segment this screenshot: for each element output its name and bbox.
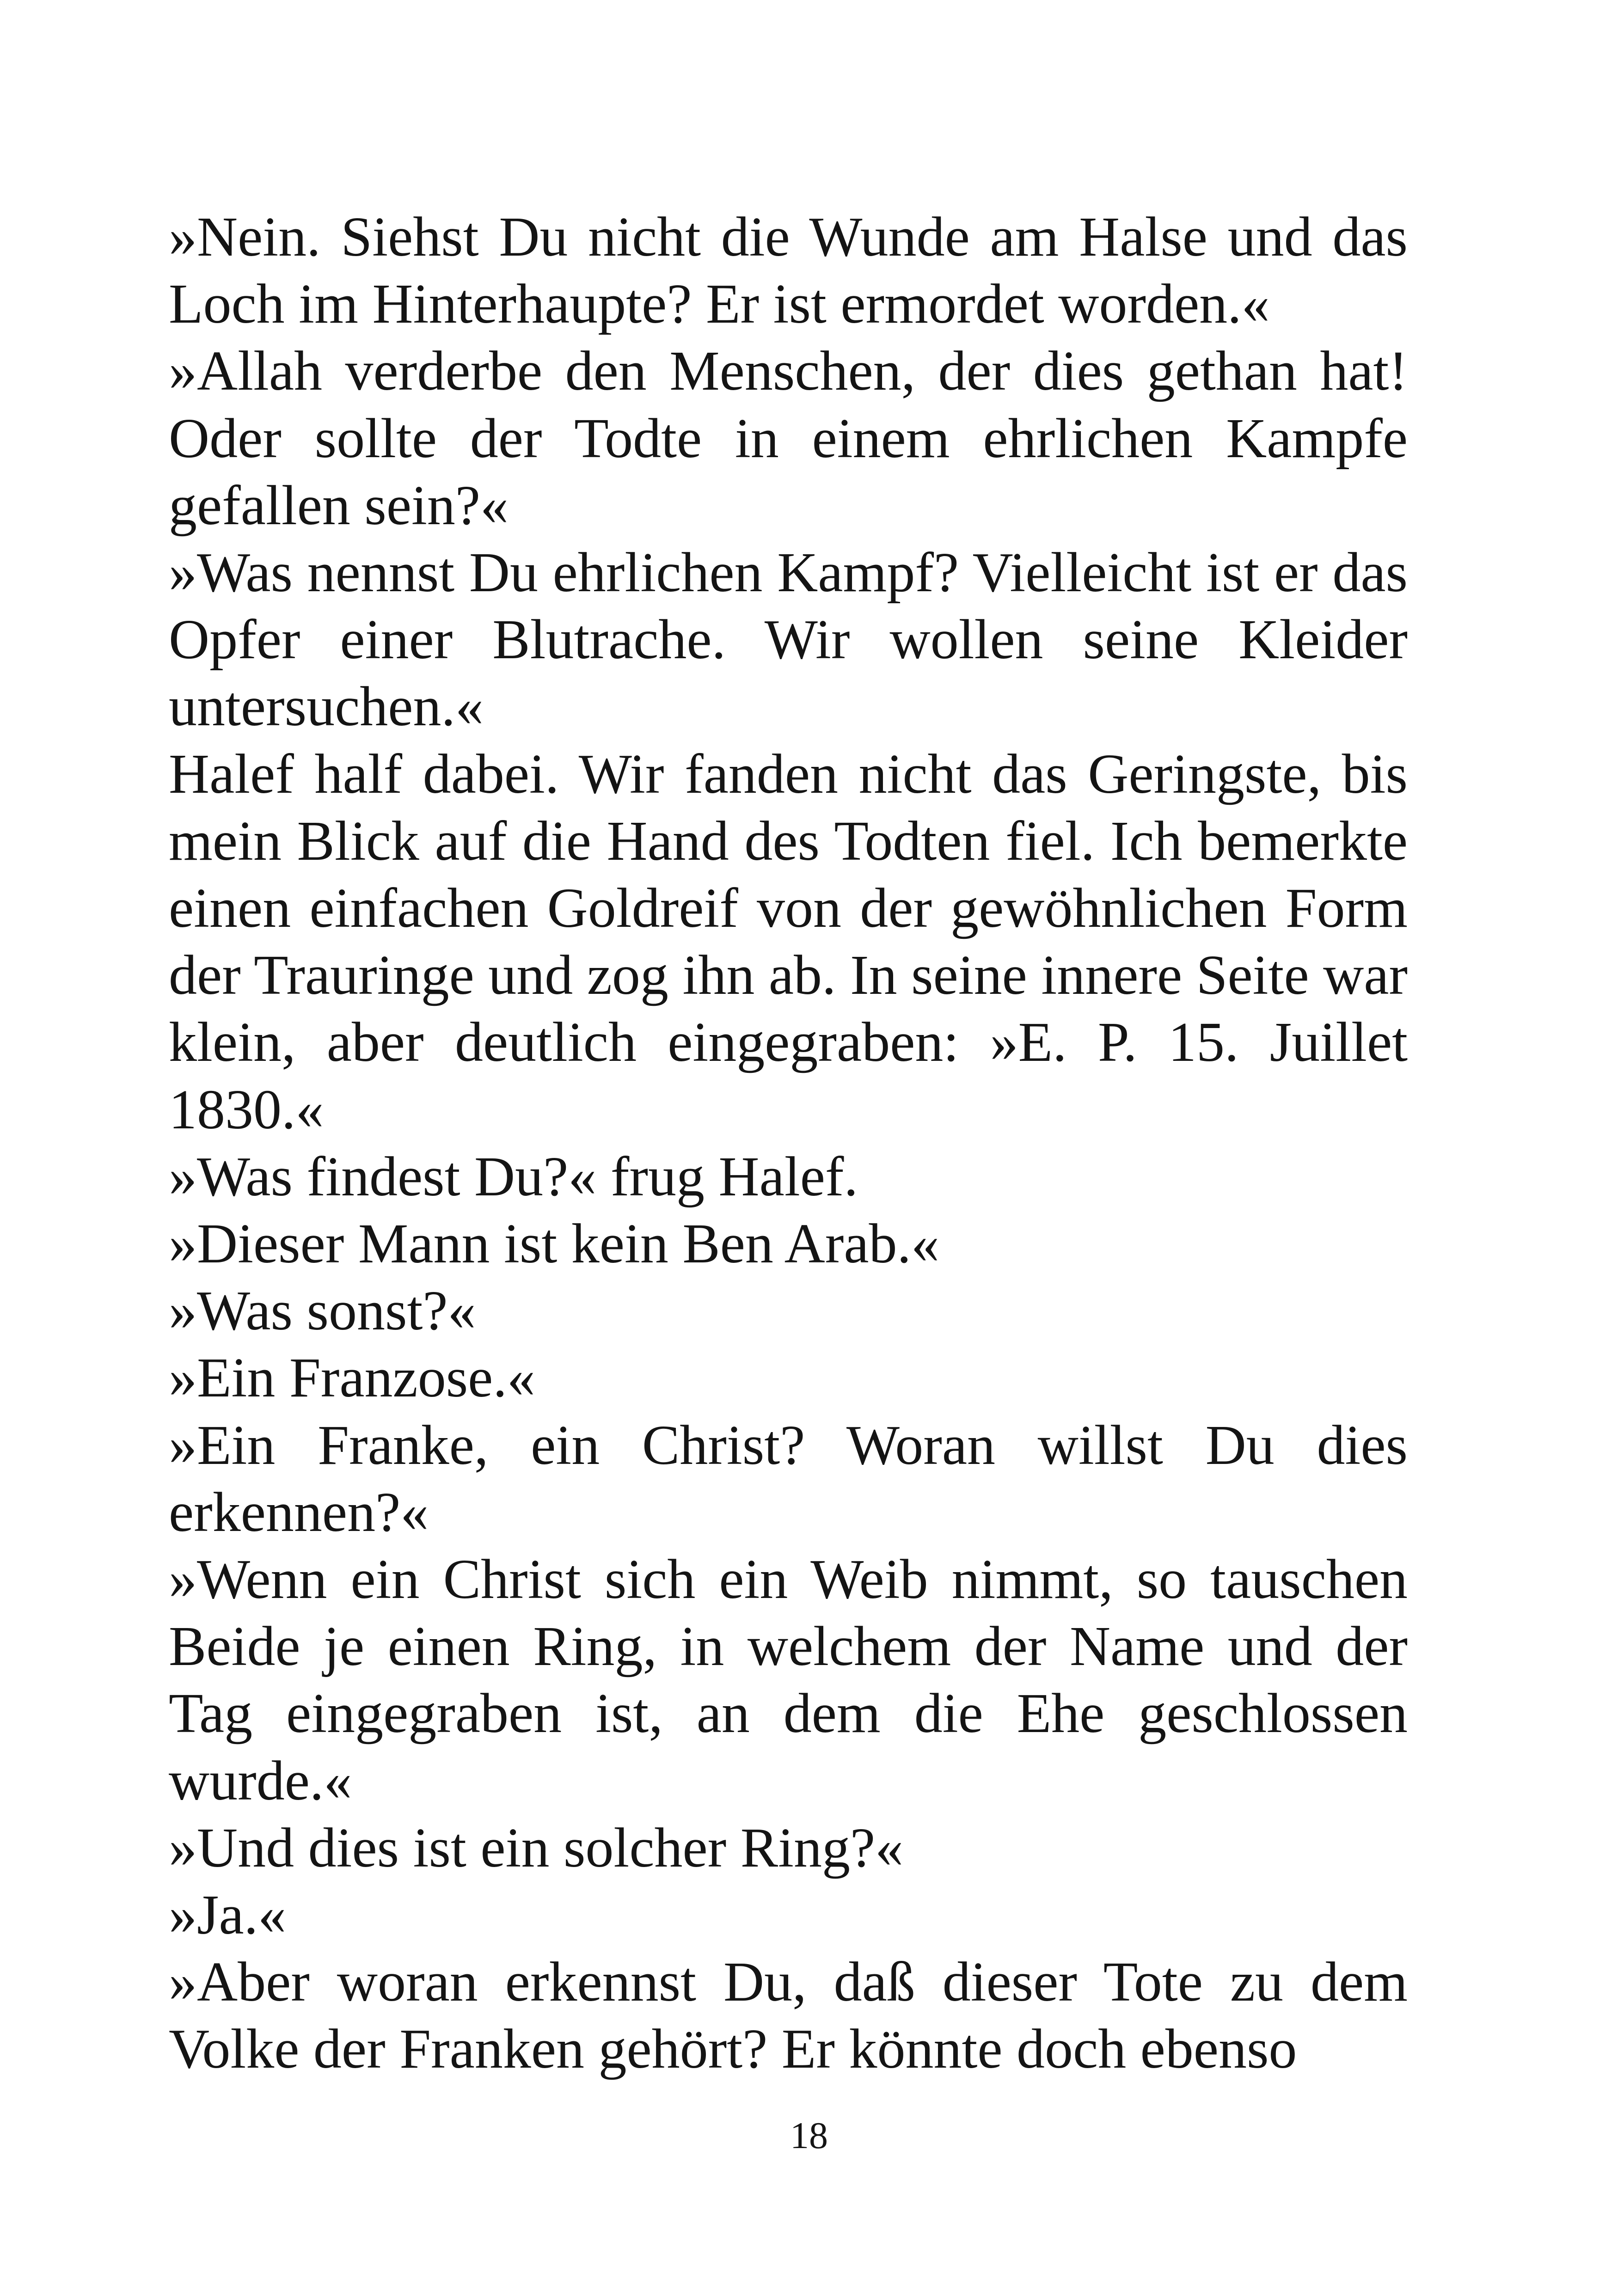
paragraph: »Allah verderbe den Menschen, der dies gethan hat! Oder sollte der Todte in einem ehrlichen Kampfe gefallen sein?« (169, 340, 1408, 537)
paragraph: »Was sonst?« (169, 1280, 476, 1342)
page-number: 18 (790, 2114, 828, 2156)
paragraph: »Ja.« (169, 1884, 287, 1947)
paragraph: »Ein Franzose.« (169, 1347, 535, 1409)
paragraph: »Was findest Du?« frug Halef. (169, 1145, 858, 1208)
paragraph: »Nein. Siehst Du nicht die Wunde am Halse und das Loch im Hinterhaupte? Er ist ermordet worden.« (169, 206, 1408, 336)
paragraph: »Was nennst Du ehrlichen Kampf? Vielleicht ist er das Opfer einer Blutrache. Wir wollen seine Kleider untersuchen.« (169, 541, 1408, 738)
paragraph: »Aber woran erkennst Du, daß dieser Tote zu dem Volke der Franken gehört? Er könnte doch ebenso (169, 1951, 1408, 2081)
body-text (169, 203, 1408, 2083)
paragraph: »Ein Franke, ein Christ? Woran willst Du dies erkennen?« (169, 1414, 1408, 1543)
paragraph: »Wenn ein Christ sich ein Weib nimmt, so tauschen Beide je einen Ring, in welchem der Name und der Tag eingegraben ist, an dem die Ehe geschlossen wurde.« (169, 1548, 1408, 1812)
paragraph: »Dieser Mann ist kein Ben Arab.« (169, 1212, 940, 1275)
paragraph: Halef half dabei. Wir fanden nicht das Geringste, bis mein Blick auf die Hand des Todten fiel. Ich bemerkte einen einfachen Goldreif von der gewöhnlichen Form der Trauringe und zog ihn ab. In seine innere Seite war klein, aber deutlich eingegraben: »E. P. 15. Juillet 1830.« (169, 742, 1408, 1141)
paragraph: »Und dies ist ein solcher Ring?« (169, 1816, 904, 1879)
